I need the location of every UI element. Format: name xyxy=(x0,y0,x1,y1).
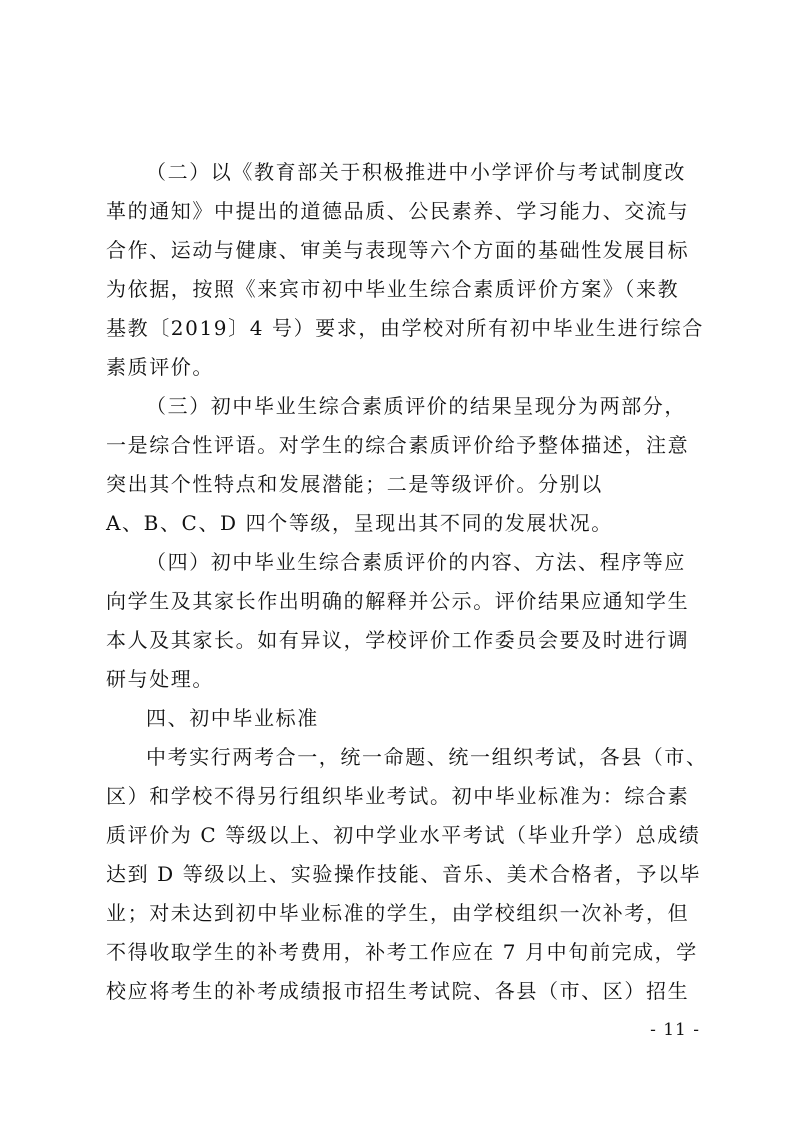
paragraph-2-line-5: 基教〔2019〕4 号）要求，由学校对所有初中毕业生进行综合 xyxy=(106,316,704,340)
paragraph-5-line-2: 区）和学校不得另行组织毕业考试。初中毕业标准为：综合素 xyxy=(106,784,690,808)
paragraph-5-line-6: 不得收取学生的补考费用，补考工作应在 7 月中旬前完成，学 xyxy=(106,940,698,964)
paragraph-4-line-4: 研与处理。 xyxy=(106,667,214,691)
paragraph-3-line-1: （三）初中毕业生综合素质评价的结果呈现分为两部分， xyxy=(146,394,686,418)
paragraph-5-line-5: 业；对未达到初中毕业标准的学生，由学校组织一次补考，但 xyxy=(106,901,690,925)
paragraph-4-line-1: （四）初中毕业生综合素质评价的内容、方法、程序等应 xyxy=(146,550,686,574)
paragraph-5-line-3: 质评价为 C 等级以上、初中学业水平考试（毕业升学）总成绩 xyxy=(106,823,701,847)
paragraph-4-line-3: 本人及其家长。如有异议，学校评价工作委员会要及时进行调 xyxy=(106,628,690,652)
paragraph-5-line-1: 中考实行两考合一，统一命题、统一组织考试，各县（市、 xyxy=(146,745,708,769)
paragraph-3-line-2: 一是综合性评语。对学生的综合素质评价给予整体描述，注意 xyxy=(106,433,690,457)
paragraph-5-line-4: 达到 D 等级以上、实验操作技能、音乐、美术合格者，予以毕 xyxy=(106,862,702,886)
paragraph-4-line-2: 向学生及其家长作出明确的解释并公示。评价结果应通知学生 xyxy=(106,589,690,613)
paragraph-2-line-2: 革的通知》中提出的道德品质、公民素养、学习能力、交流与 xyxy=(106,199,690,223)
paragraph-3-line-4: A、B、C、D 四个等级，呈现出其不同的发展状况。 xyxy=(106,511,613,535)
page-number: - 11 - xyxy=(650,1020,700,1040)
section-heading: 四、初中毕业标准 xyxy=(146,706,319,730)
paragraph-2-line-6: 素质评价。 xyxy=(106,355,214,379)
paragraph-2-line-1: （二）以《教育部关于积极推进中小学评价与考试制度改 xyxy=(146,160,686,184)
paragraph-3-line-3: 突出其个性特点和发展潜能；二是等级评价。分别以 xyxy=(106,472,603,496)
paragraph-5-line-7: 校应将考生的补考成绩报市招生考试院、各县（市、区）招生 xyxy=(106,979,690,1003)
paragraph-2-line-3: 合作、运动与健康、审美与表现等六个方面的基础性发展目标 xyxy=(106,238,690,262)
paragraph-2-line-4: 为依据，按照《来宾市初中毕业生综合素质评价方案》（来教 xyxy=(106,277,680,301)
